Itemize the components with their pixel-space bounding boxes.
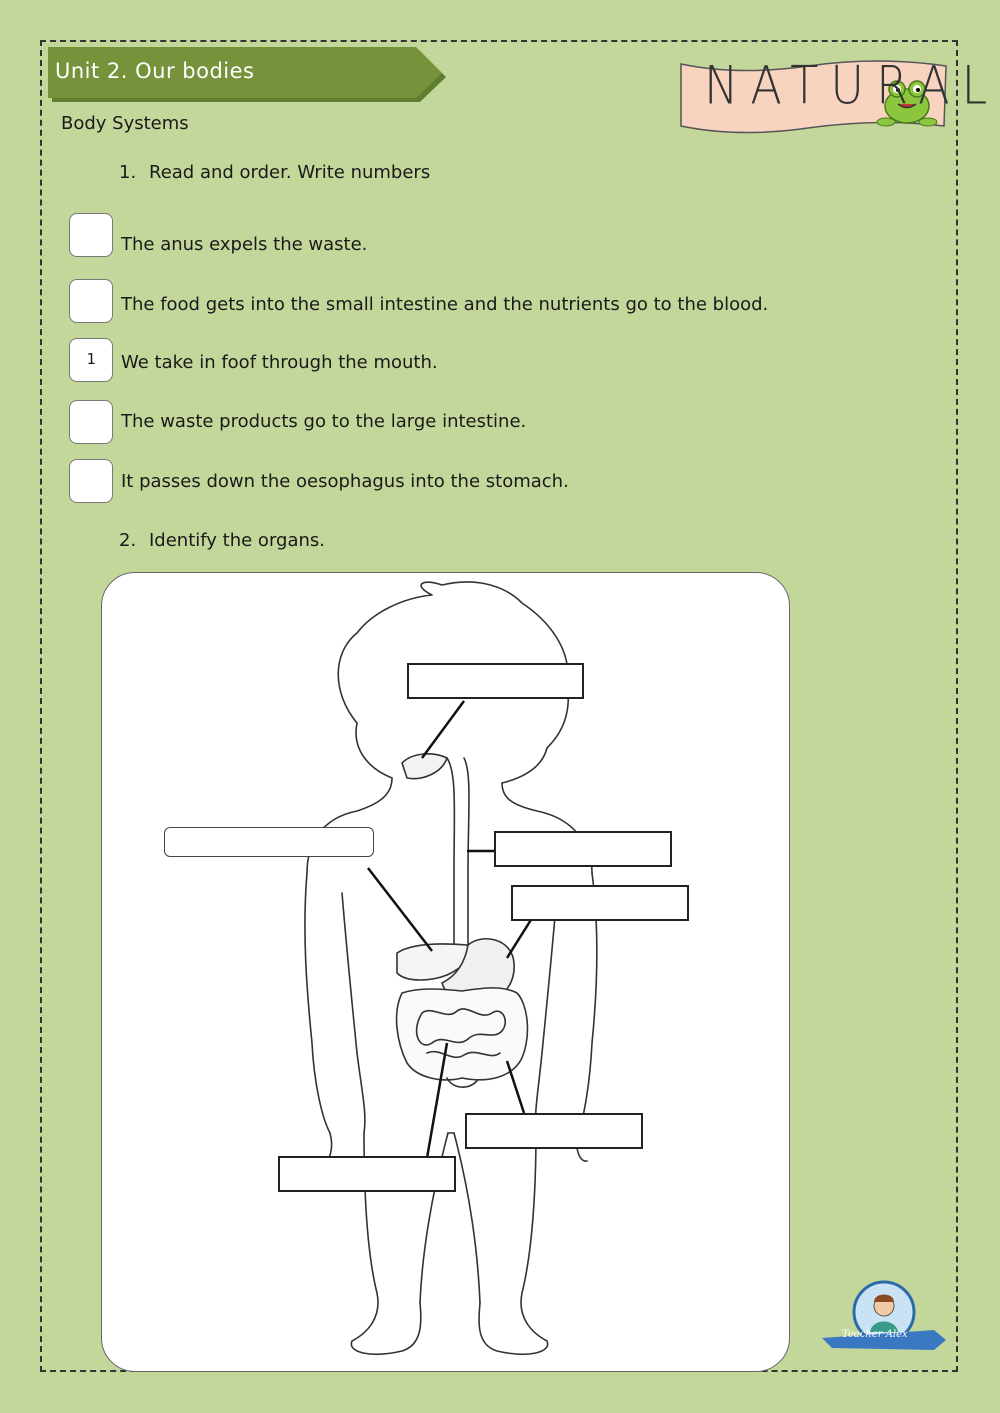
sentence-3: We take in foof through the mouth. [121, 352, 438, 373]
unit-title: Unit 2. Our bodies [55, 59, 255, 83]
organ-label-stomach[interactable] [511, 885, 689, 921]
order-input-3[interactable]: 1 [69, 338, 113, 382]
exercise-1-instruction: 1. Read and order. Write numbers [119, 162, 431, 183]
order-input-5[interactable] [69, 459, 113, 503]
body-diagram [101, 572, 790, 1372]
order-input-1[interactable] [69, 213, 113, 257]
organ-label-large-intestine[interactable] [465, 1113, 643, 1149]
organ-label-oesophagus[interactable] [494, 831, 672, 867]
teacher-alex-badge [822, 1280, 946, 1352]
unit-banner [48, 47, 446, 102]
organ-label-mouth[interactable] [407, 663, 584, 699]
sentence-5: It passes down the oesophagus into the stomach. [121, 471, 569, 492]
logo-text: NATURAL [704, 53, 1000, 117]
page-subtitle: Body Systems [61, 113, 189, 134]
organ-label-liver[interactable] [164, 827, 374, 857]
organ-label-small-intestine[interactable] [278, 1156, 456, 1192]
natural-logo [678, 53, 1000, 136]
sentence-2: The food gets into the small intestine and the nutrients go to the blood. [121, 294, 769, 315]
order-input-2[interactable] [69, 279, 113, 323]
sentence-1: The anus expels the waste. [121, 234, 368, 255]
exercise-2-instruction: 2. Identify the organs. [119, 530, 325, 551]
sentence-4: The waste products go to the large intestine. [121, 411, 527, 432]
badge-text: Teacher Alex [842, 1329, 908, 1340]
order-input-4[interactable] [69, 400, 113, 444]
